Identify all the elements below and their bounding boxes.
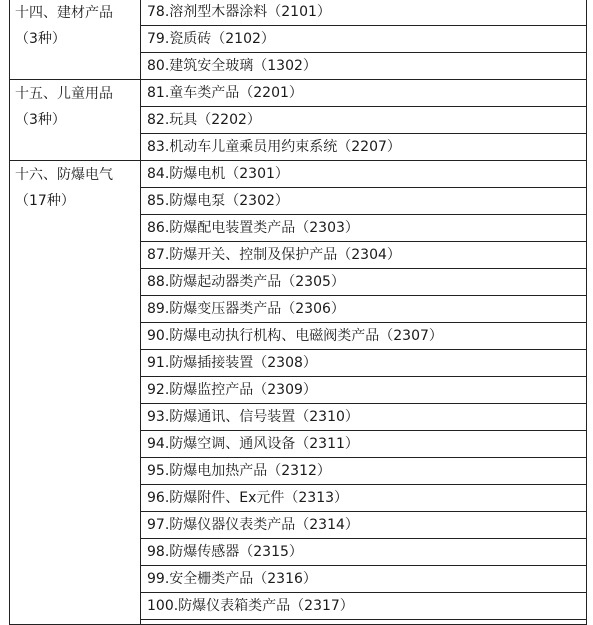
product-item: 94.防爆空调、通风设备（2311） [141, 431, 587, 458]
category-cell [10, 0, 141, 80]
product-item: 79.瓷质砖（2102） [141, 26, 587, 53]
product-item: 87.防爆开关、控制及保护产品（2304） [141, 242, 587, 269]
product-item: 92.防爆监控产品（2309） [141, 377, 587, 404]
empty-cell [141, 620, 587, 625]
product-item: 98.防爆传感器（2315） [141, 539, 587, 566]
product-item: 100.防爆仪表箱类产品（2317） [141, 593, 587, 620]
product-item: 89.防爆变压器类产品（2306） [141, 296, 587, 323]
category-name: 十四、建材产品 [15, 5, 113, 21]
product-item: 81.童车类产品（2201） [141, 80, 587, 107]
category-count: （17种） [15, 193, 75, 209]
category-cell [10, 161, 141, 625]
table-row [10, 161, 587, 188]
category-count: （3种） [15, 31, 66, 47]
product-item: 91.防爆插接装置（2308） [141, 350, 587, 377]
product-item: 82.玩具（2202） [141, 107, 587, 134]
product-item: 90.防爆电动执行机构、电磁阀类产品（2307） [141, 323, 587, 350]
product-item: 96.防爆附件、Ex元件（2313） [141, 485, 587, 512]
category-cell [10, 80, 141, 161]
product-item: 80.建筑安全玻璃（1302） [141, 53, 587, 80]
product-item: 95.防爆电加热产品（2312） [141, 458, 587, 485]
product-item: 99.安全栅类产品（2316） [141, 566, 587, 593]
product-item: 84.防爆电机（2301） [141, 161, 587, 188]
product-item: 78.溶剂型木器涂料（2101） [141, 0, 587, 26]
product-item: 88.防爆起动器类产品（2305） [141, 269, 587, 296]
product-item: 97.防爆仪器仪表类产品（2314） [141, 512, 587, 539]
product-item: 93.防爆通讯、信号装置（2310） [141, 404, 587, 431]
table-row [10, 0, 587, 26]
category-count: （3种） [15, 112, 66, 128]
category-name: 十五、儿童用品 [15, 86, 113, 102]
product-catalog-table [9, 0, 587, 625]
product-item: 86.防爆配电装置类产品（2303） [141, 215, 587, 242]
product-item: 85.防爆电泵（2302） [141, 188, 587, 215]
category-name: 十六、防爆电气 [15, 167, 113, 183]
product-item: 83.机动车儿童乘员用约束系统（2207） [141, 134, 587, 161]
table-row [10, 80, 587, 107]
